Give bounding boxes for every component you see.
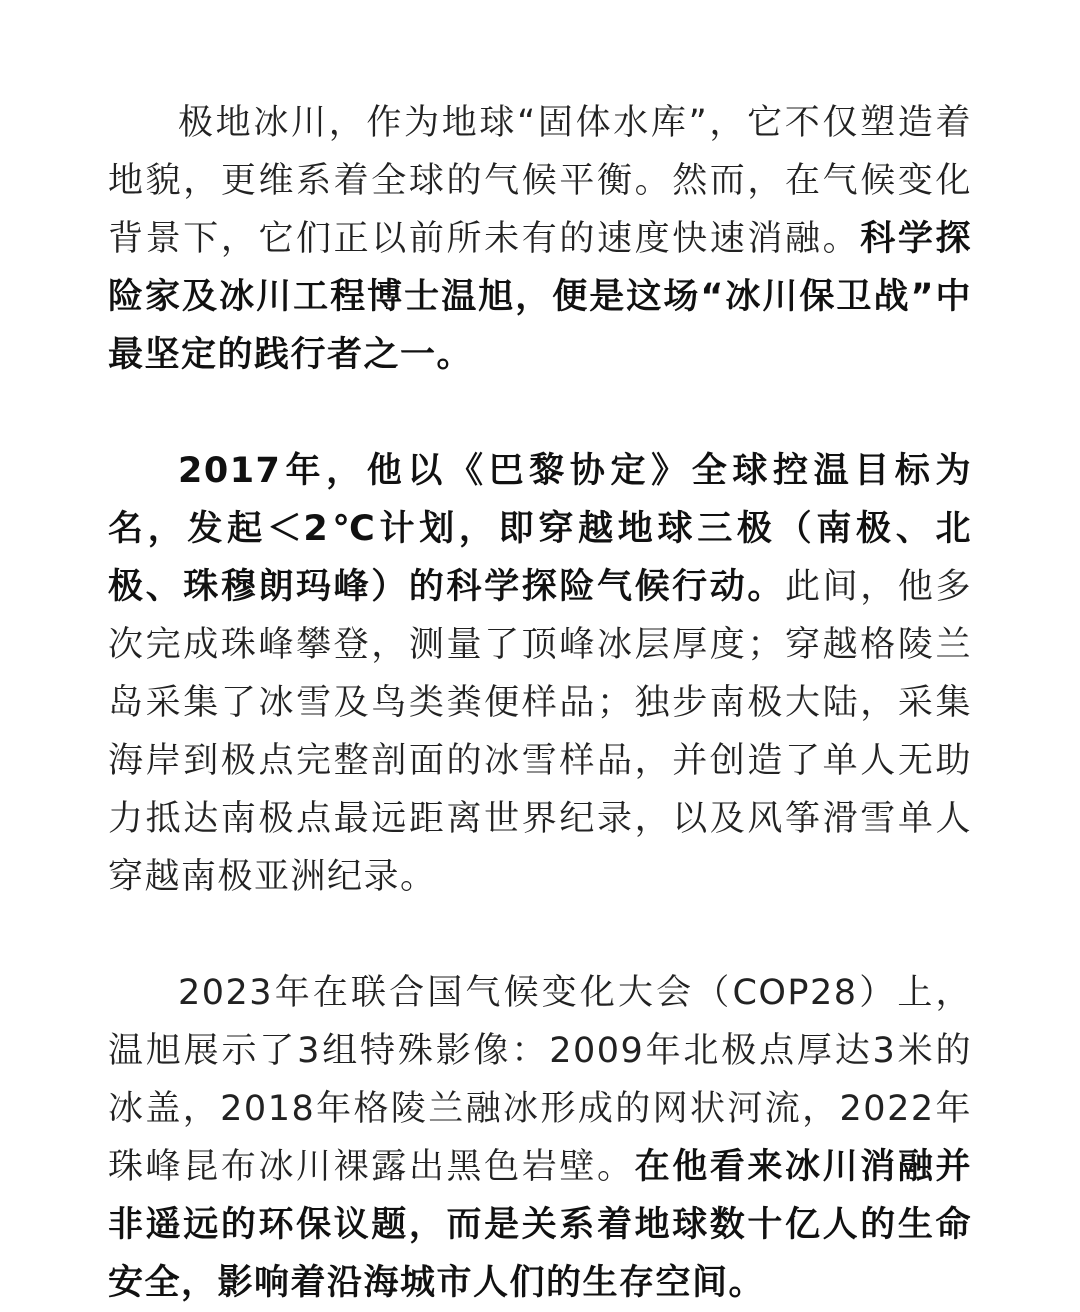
paragraph-3 — [108, 964, 972, 1312]
paragraph-1-text: 极地冰川，作为地球“固体水库”，它不仅塑造着地貌，更维系着全球的气候平衡。然而，在气候变化背景下，它们正以前所未有的速度快速消融。 — [108, 103, 972, 259]
paragraph-3-text: 2023年在联合国气候变化大会（COP28）上，温旭展示了3组特殊影像：2009年北极点厚达3米的冰盖，2018年格陵兰融冰形成的网状河流，2022年珠峰昆布冰川裸露出黑色岩壁。 — [108, 973, 972, 1187]
paragraph-1 — [108, 94, 972, 384]
paragraph-2 — [108, 442, 972, 906]
article-body — [108, 94, 972, 1312]
paragraph-2-bold-text: 2017年，他以《巴黎协定》全球控温目标为名，发起＜2℃计划，即穿越地球三极（南极、北极、珠穆朗玛峰）的科学探险气候行动。 — [108, 451, 972, 607]
paragraph-3-bold-text: 在他看来冰川消融并非遥远的环保议题，而是关系着地球数十亿人的生命安全，影响着沿海城市人们的生存空间。 — [108, 1147, 972, 1303]
paragraph-1-bold-text: 科学探险家及冰川工程博士温旭，便是这场“冰川保卫战”中最坚定的践行者之一。 — [108, 219, 972, 375]
paragraph-2-text: 此间，他多次完成珠峰攀登，测量了顶峰冰层厚度；穿越格陵兰岛采集了冰雪及鸟类粪便样品；独步南极大陆，采集海岸到极点完整剖面的冰雪样品，并创造了单人无助力抵达南极点最远距离世界纪录，以及风筝滑雪单人穿越南极亚洲纪录。 — [108, 567, 972, 897]
